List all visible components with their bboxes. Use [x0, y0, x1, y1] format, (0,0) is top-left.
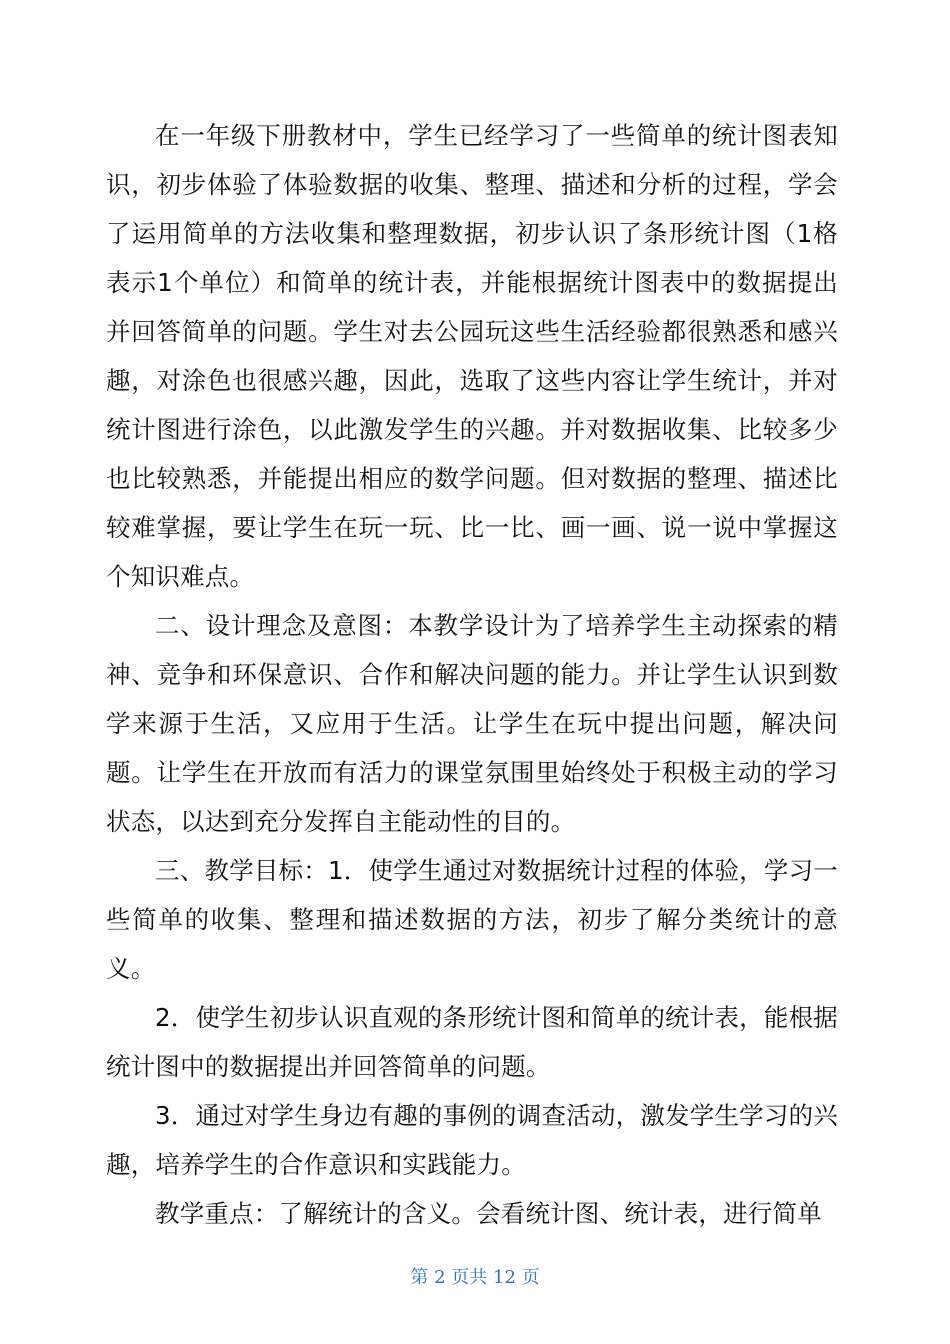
paragraph-design-concept: 二、设计理念及意图：本教学设计为了培养学生主动探索的精神、竞争和环保意识、合作和解决问题的能力。并让学生认识到数学来源于生活，又应用于生活。让学生在玩中提出问题，解决问题。让学生在开放而有活力的课堂氛围里始终处于积极主动的学习状态，以达到充分发挥自主能动性的目的。 [106, 611, 838, 836]
paragraph-teaching-focus: 教学重点：了解统计的含义。会看统计图、统计表，进行简单 [155, 1199, 822, 1228]
paragraph-learning-background: 在一年级下册教材中，学生已经学习了一些简单的统计图表知识，初步体验了体验数据的收集、整理、描述和分析的过程，学会了运用简单的方法收集和整理数据，初步认识了条形统计图（1格表示1个单位）和简单的统计表，并能根据统计图表中的数据提出并回答简单的问题。学生对去公园玩这些生活经验都很熟悉和感兴趣，对涂色也很感兴趣，因此，选取了这些内容让学生统计，并对统计图进行涂色，以此激发学生的兴趣。并对数据收集、比较多少也比较熟悉，并能提出相应的数学问题。但对数据的整理、描述比较难掌握，要让学生在玩一玩、比一比、画一画、说一说中掌握这个知识难点。 [106, 121, 838, 591]
paragraph-teaching-goal-1: 三、教学目标：1．使学生通过对数据统计过程的体验，学习一些简单的收集、整理和描述数据的方法，初步了解分类统计的意义。 [106, 856, 838, 983]
paragraph-teaching-goal-3: 3．通过对学生身边有趣的事例的调查活动，激发学生学习的兴趣，培养学生的合作意识和实践能力。 [106, 1101, 838, 1179]
page-number-footer: 第 2 页共 12 页 [410, 1267, 540, 1288]
document-body [106, 111, 838, 1238]
paragraph-teaching-goal-2: 2．使学生初步认识直观的条形统计图和简单的统计表，能根据统计图中的数据提出并回答简单的问题。 [106, 1003, 838, 1081]
